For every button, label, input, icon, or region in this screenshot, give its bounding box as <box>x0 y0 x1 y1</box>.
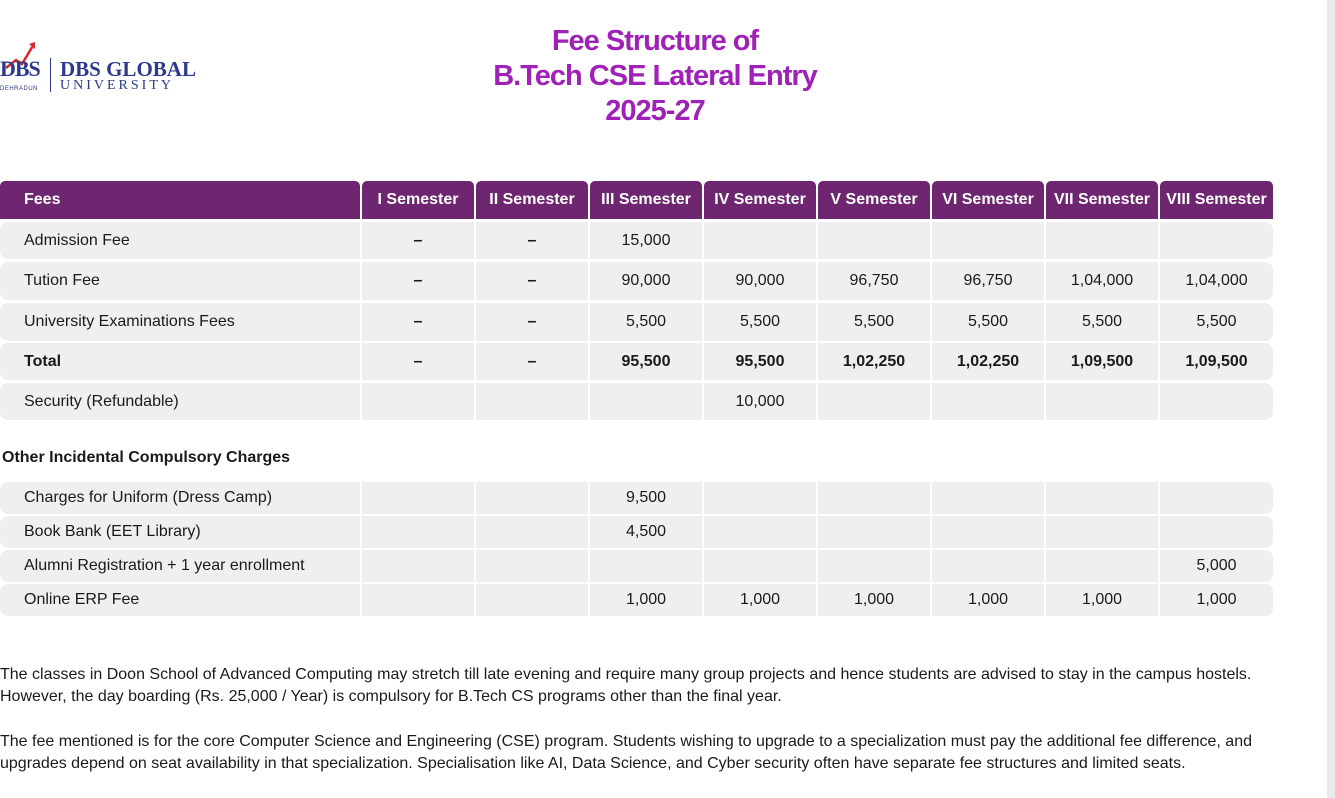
table-cell <box>362 550 474 582</box>
table-cell: – <box>362 303 474 341</box>
table-cell: 4,500 <box>590 516 702 548</box>
header-sem-3: III Semester <box>590 181 702 219</box>
logo-name: DBS GLOBAL <box>60 57 196 81</box>
fee-notes <box>0 664 1300 798</box>
table-cell: – <box>476 303 588 341</box>
table-cell: 1,02,250 <box>932 343 1044 380</box>
table-cell <box>590 383 702 420</box>
table-cell: 1,09,500 <box>1046 343 1158 380</box>
university-logo <box>0 38 200 98</box>
table-cell <box>1046 383 1158 420</box>
table-cell: 1,04,000 <box>1046 262 1158 300</box>
header-sem-8: VIII Semester <box>1160 181 1273 219</box>
table-cell: 90,000 <box>590 262 702 300</box>
table-cell: 1,000 <box>1046 584 1158 616</box>
table-row <box>0 584 1257 616</box>
table-cell <box>932 482 1044 514</box>
title-line-2: B.Tech CSE Lateral Entry <box>493 60 817 92</box>
logo-subtitle: UNIVERSITY <box>60 78 174 93</box>
table-cell <box>1160 222 1273 259</box>
header-sem-2: II Semester <box>476 181 588 219</box>
table-row <box>0 516 1257 548</box>
incidental-charges-heading: Other Incidental Compulsory Charges <box>2 449 291 466</box>
table-cell: – <box>476 343 588 380</box>
row-label: Book Bank (EET Library) <box>0 516 360 548</box>
table-cell <box>932 222 1044 259</box>
row-label: Total <box>0 343 360 380</box>
table-cell: 1,000 <box>818 584 930 616</box>
row-label: Online ERP Fee <box>0 584 360 616</box>
table-cell: 96,750 <box>818 262 930 300</box>
title-line-1: Fee Structure of <box>551 25 759 57</box>
header-fees: Fees <box>0 181 360 219</box>
row-label: Admission Fee <box>0 222 360 259</box>
table-cell: – <box>476 262 588 300</box>
table-row <box>0 222 1257 259</box>
table-cell: 95,500 <box>590 343 702 380</box>
table-cell <box>1160 516 1273 548</box>
table-row <box>0 482 1257 514</box>
table-cell <box>932 516 1044 548</box>
table-cell: – <box>476 222 588 259</box>
table-cell: 1,000 <box>932 584 1044 616</box>
table-cell <box>704 550 816 582</box>
table-cell: 15,000 <box>590 222 702 259</box>
table-cell: 5,000 <box>1160 550 1273 582</box>
table-cell <box>590 550 702 582</box>
page-title <box>405 24 905 129</box>
table-cell <box>362 516 474 548</box>
table-cell <box>704 482 816 514</box>
note-day-boarding: The classes in Doon School of Advanced Computing may stretch till late evening and require many group projects and hence students are advised to stay in the campus hostels. However, the day boarding (Rs. 25,000 / Year) is compulsory for B.Tech CS programs other than the final year. <box>0 666 1252 705</box>
table-cell <box>1046 482 1158 514</box>
table-cell: – <box>362 343 474 380</box>
table-cell: 5,500 <box>818 303 930 341</box>
table-cell: 5,500 <box>932 303 1044 341</box>
table-cell: 10,000 <box>704 383 816 420</box>
table-cell <box>362 383 474 420</box>
table-cell <box>704 222 816 259</box>
logo-mark: DBS <box>0 56 40 81</box>
header-sem-4: IV Semester <box>704 181 816 219</box>
logo-city: DEHRADUN <box>0 86 39 92</box>
table-header <box>0 181 1267 219</box>
table-row <box>0 262 1257 300</box>
table-cell: 1,09,500 <box>1160 343 1273 380</box>
table-cell <box>932 550 1044 582</box>
table-row <box>0 383 1257 420</box>
table-cell: 5,500 <box>590 303 702 341</box>
header-sem-5: V Semester <box>818 181 930 219</box>
table-cell: 95,500 <box>704 343 816 380</box>
row-label: University Examinations Fees <box>0 303 360 341</box>
table-cell <box>818 222 930 259</box>
table-cell: 5,500 <box>1160 303 1273 341</box>
row-label: Tution Fee <box>0 262 360 300</box>
header-sem-1: I Semester <box>362 181 474 219</box>
row-label: Alumni Registration + 1 year enrollment <box>0 550 360 582</box>
table-cell: – <box>362 262 474 300</box>
row-label: Security (Refundable) <box>0 383 360 420</box>
table-cell <box>818 383 930 420</box>
table-cell <box>1046 222 1158 259</box>
page-edge <box>1327 0 1335 798</box>
table-cell: 1,02,250 <box>818 343 930 380</box>
table-cell: 96,750 <box>932 262 1044 300</box>
table-cell <box>1046 550 1158 582</box>
table-cell <box>818 550 930 582</box>
table-cell: 5,500 <box>704 303 816 341</box>
table-cell <box>1046 516 1158 548</box>
table-cell <box>476 383 588 420</box>
table-cell <box>818 516 930 548</box>
table-row-total <box>0 343 1257 380</box>
row-label: Charges for Uniform (Dress Camp) <box>0 482 360 514</box>
table-cell: 5,500 <box>1046 303 1158 341</box>
table-cell: 1,000 <box>704 584 816 616</box>
title-line-3: 2025-27 <box>605 95 705 127</box>
table-cell <box>362 482 474 514</box>
table-cell: 1,000 <box>590 584 702 616</box>
note-specialization: The fee mentioned is for the core Computer Science and Engineering (CSE) program. Students wishing to upgrade to a specialization must pay the additional fee difference, and upgrades depend on seat availability in that specialization. Specialisation like AI, Data Science, and Cyber security often have separate fee structures and limited seats. <box>0 733 1252 772</box>
table-cell <box>476 482 588 514</box>
header-sem-6: VI Semester <box>932 181 1044 219</box>
table-row <box>0 303 1257 341</box>
table-row <box>0 550 1257 582</box>
logo-divider <box>50 58 51 92</box>
table-cell: 90,000 <box>704 262 816 300</box>
table-cell <box>932 383 1044 420</box>
table-cell: – <box>362 222 474 259</box>
header-sem-7: VII Semester <box>1046 181 1158 219</box>
table-cell <box>818 482 930 514</box>
table-cell <box>362 584 474 616</box>
table-cell <box>476 584 588 616</box>
table-cell: 1,000 <box>1160 584 1273 616</box>
table-cell <box>476 550 588 582</box>
table-cell: 9,500 <box>590 482 702 514</box>
table-cell <box>704 516 816 548</box>
table-cell <box>476 516 588 548</box>
table-cell <box>1160 482 1273 514</box>
table-cell: 1,04,000 <box>1160 262 1273 300</box>
table-cell <box>1160 383 1273 420</box>
